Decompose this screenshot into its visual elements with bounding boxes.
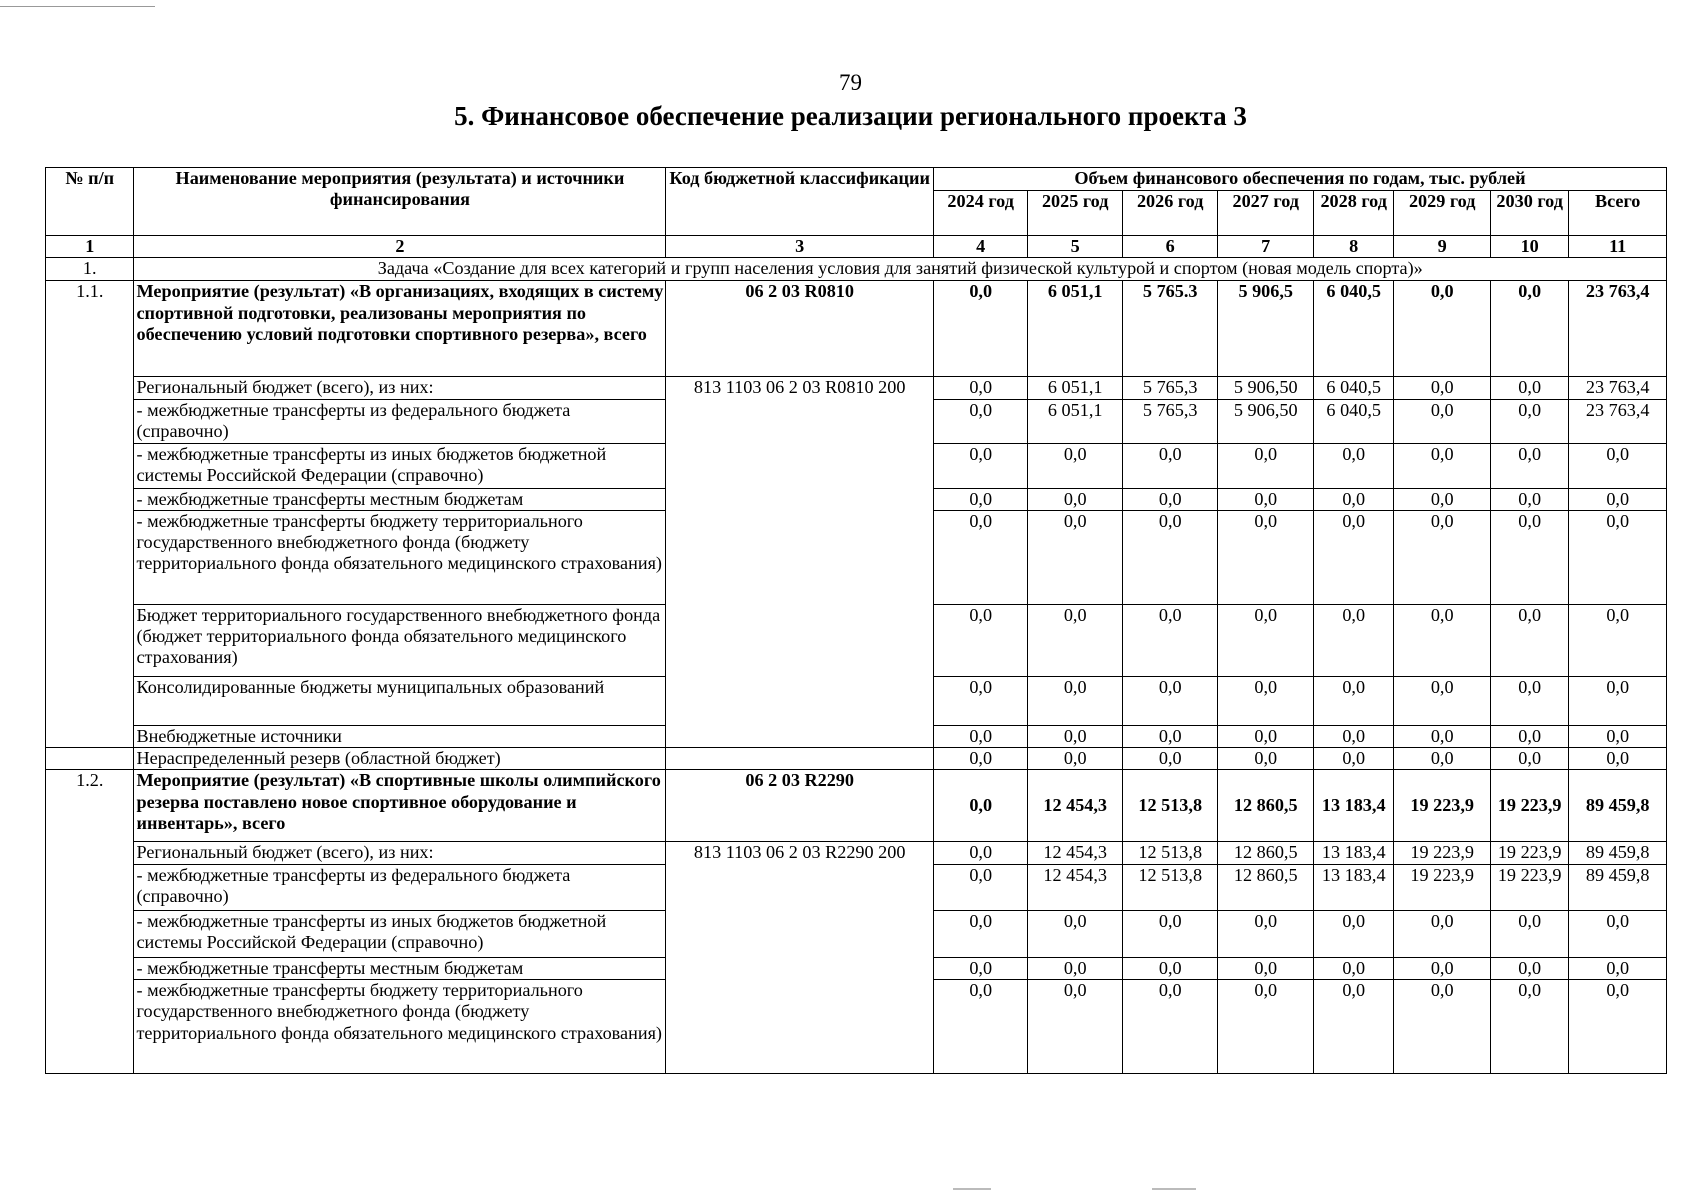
source-value: 0,0 — [1313, 910, 1393, 957]
source-total: 0,0 — [1569, 676, 1667, 725]
source-value: 0,0 — [1122, 510, 1218, 604]
source-value: 12 513,8 — [1122, 864, 1218, 910]
source-value: 0,0 — [1028, 443, 1123, 488]
column-number: 5 — [1028, 236, 1123, 258]
source-value: 0,0 — [1313, 725, 1393, 747]
source-name: - межбюджетные трансферты из федерального бюджета (справочно) — [134, 399, 666, 443]
source-value: 0,0 — [1122, 676, 1218, 725]
source-value: 0,0 — [1122, 443, 1218, 488]
source-value: 0,0 — [1313, 676, 1393, 725]
source-value: 0,0 — [1218, 443, 1314, 488]
source-value: 19 223,9 — [1490, 864, 1568, 910]
header-year: 2024 год — [933, 191, 1028, 236]
event-value: 0,0 — [1490, 281, 1568, 377]
source-row — [46, 377, 1667, 399]
source-total: 0,0 — [1569, 910, 1667, 957]
source-value: 0,0 — [933, 725, 1028, 747]
event-value: 0,0 — [933, 770, 1028, 842]
source-value: 0,0 — [1122, 748, 1218, 770]
source-value: 0,0 — [1028, 676, 1123, 725]
source-value: 5 906,50 — [1218, 377, 1314, 399]
event-value: 6 051,1 — [1028, 281, 1123, 377]
financing-table — [45, 167, 1667, 1074]
task-row — [46, 258, 1667, 281]
source-value: 0,0 — [1218, 748, 1314, 770]
event-value: 0,0 — [1394, 281, 1491, 377]
column-numbers-row — [46, 236, 1667, 258]
page-title: 5. Финансовое обеспечение реализации регионального проекта 3 — [454, 101, 1247, 131]
source-value: 0,0 — [1490, 725, 1568, 747]
source-value: 0,0 — [1394, 957, 1491, 979]
source-value: 0,0 — [1218, 725, 1314, 747]
source-value: 0,0 — [1122, 725, 1218, 747]
source-value: 0,0 — [1028, 604, 1123, 676]
source-value: 0,0 — [1313, 748, 1393, 770]
source-value: 12 454,3 — [1028, 864, 1123, 910]
source-total: 0,0 — [1569, 488, 1667, 510]
source-total: 23 763,4 — [1569, 399, 1667, 443]
source-value: 0,0 — [933, 604, 1028, 676]
source-value: 0,0 — [1218, 910, 1314, 957]
source-value: 0,0 — [1394, 377, 1491, 399]
event-value: 12 860,5 — [1218, 770, 1314, 842]
source-value: 0,0 — [1394, 725, 1491, 747]
source-name: - межбюджетные трансферты бюджету территориального государственного внебюджетного фонда (бюджету территориального фонда обязательного медицинского страхования) — [134, 980, 666, 1074]
source-value: 13 183,4 — [1313, 864, 1393, 910]
event-value: 5 765.3 — [1122, 281, 1218, 377]
source-value: 0,0 — [1490, 910, 1568, 957]
source-value: 0,0 — [1028, 910, 1123, 957]
source-value: 0,0 — [1028, 957, 1123, 979]
event-code: 06 2 03 R0810 — [666, 281, 933, 377]
source-name: Региональный бюджет (всего), из них: — [134, 377, 666, 399]
source-value: 0,0 — [1122, 980, 1218, 1074]
source-value: 0,0 — [1490, 510, 1568, 604]
event-value: 12 454,3 — [1028, 770, 1123, 842]
source-name: - межбюджетные трансферты из иных бюджетов бюджетной системы Российской Федерации (справочно) — [134, 443, 666, 488]
source-value: 0,0 — [1490, 604, 1568, 676]
source-value: 12 860,5 — [1218, 842, 1314, 864]
source-value: 0,0 — [1218, 957, 1314, 979]
event-row — [46, 770, 1667, 842]
event-name: Мероприятие (результат) «В организациях, входящих в систему спортивной подготовки, реализованы мероприятия по обеспечению условий подготовки спортивного резерва», всего — [134, 281, 666, 377]
source-value: 0,0 — [1490, 748, 1568, 770]
source-value: 12 860,5 — [1218, 864, 1314, 910]
source-name: - межбюджетные трансферты из федерального бюджета (справочно) — [134, 864, 666, 910]
header-total: Всего — [1569, 191, 1667, 236]
source-total: 0,0 — [1569, 510, 1667, 604]
source-name: Бюджет территориального государственного внебюджетного фонда (бюджет территориального фонда обязательного медицинского страхования) — [134, 604, 666, 676]
event-code: 06 2 03 R2290 — [666, 770, 933, 842]
source-value: 0,0 — [1490, 957, 1568, 979]
source-total: 23 763,4 — [1569, 377, 1667, 399]
task-text: Задача «Создание для всех категорий и групп населения условия для занятий физической культурой и спортом (новая модель спорта)» — [134, 258, 1667, 281]
source-code: 813 1103 06 2 03 R2290 200 — [666, 842, 933, 1074]
source-value: 0,0 — [1394, 676, 1491, 725]
scan-artifact-mark — [1152, 1188, 1196, 1190]
source-total: 89 459,8 — [1569, 864, 1667, 910]
source-value: 0,0 — [933, 748, 1028, 770]
source-value: 0,0 — [1490, 377, 1568, 399]
event-value: 19 223,9 — [1490, 770, 1568, 842]
event-value: 6 040,5 — [1313, 281, 1393, 377]
column-number: 8 — [1313, 236, 1393, 258]
source-value: 12 513,8 — [1122, 842, 1218, 864]
source-value: 19 223,9 — [1394, 842, 1491, 864]
source-value: 0,0 — [1394, 748, 1491, 770]
source-value: 0,0 — [1490, 399, 1568, 443]
scan-artifact-mark — [953, 1188, 991, 1190]
header-code: Код бюджетной классификации — [666, 168, 933, 236]
event-value: 5 906,5 — [1218, 281, 1314, 377]
header-volume: Объем финансового обеспечения по годам, тыс. рублей — [933, 168, 1666, 191]
header-year: 2025 год — [1028, 191, 1123, 236]
source-value: 13 183,4 — [1313, 842, 1393, 864]
source-value: 0,0 — [933, 957, 1028, 979]
source-value: 12 454,3 — [1028, 842, 1123, 864]
source-value: 0,0 — [933, 399, 1028, 443]
source-total: 0,0 — [1569, 980, 1667, 1074]
scan-artifact-line — [0, 6, 155, 7]
source-value: 19 223,9 — [1394, 864, 1491, 910]
source-value: 0,0 — [1313, 443, 1393, 488]
source-total: 89 459,8 — [1569, 842, 1667, 864]
source-total: 0,0 — [1569, 748, 1667, 770]
event-total: 23 763,4 — [1569, 281, 1667, 377]
source-value: 0,0 — [1490, 488, 1568, 510]
source-value: 0,0 — [1490, 443, 1568, 488]
source-value: 0,0 — [1394, 980, 1491, 1074]
event-number: 1.1. — [46, 281, 134, 748]
source-name: - межбюджетные трансферты местным бюджетам — [134, 957, 666, 979]
column-number: 7 — [1218, 236, 1314, 258]
source-value: 0,0 — [1394, 910, 1491, 957]
source-name: Региональный бюджет (всего), из них: — [134, 842, 666, 864]
source-value: 0,0 — [1394, 443, 1491, 488]
column-number: 9 — [1394, 236, 1491, 258]
source-value: 6 040,5 — [1313, 377, 1393, 399]
column-number: 1 — [46, 236, 134, 258]
source-total: 0,0 — [1569, 443, 1667, 488]
event-value: 12 513,8 — [1122, 770, 1218, 842]
source-value: 0,0 — [1218, 980, 1314, 1074]
source-value: 0,0 — [1218, 488, 1314, 510]
source-name: - межбюджетные трансферты бюджету территориального государственного внебюджетного фонда (бюджету территориального фонда обязательного медицинского страхования) — [134, 510, 666, 604]
column-number: 2 — [134, 236, 666, 258]
source-value: 0,0 — [933, 377, 1028, 399]
source-name: - межбюджетные трансферты из иных бюджетов бюджетной системы Российской Федерации (справочно) — [134, 910, 666, 957]
event-name: Мероприятие (результат) «В спортивные школы олимпийского резерва поставлено новое спортивное оборудование и инвентарь», всего — [134, 770, 666, 842]
source-value: 0,0 — [933, 488, 1028, 510]
source-value: 0,0 — [933, 864, 1028, 910]
source-value: 0,0 — [1218, 510, 1314, 604]
source-value: 19 223,9 — [1490, 842, 1568, 864]
header-year: 2029 год — [1394, 191, 1491, 236]
source-value: 0,0 — [1028, 980, 1123, 1074]
header-year: 2027 год — [1218, 191, 1314, 236]
event-row — [46, 281, 1667, 377]
source-name: Внебюджетные источники — [134, 725, 666, 747]
source-value: 0,0 — [1122, 604, 1218, 676]
source-value: 0,0 — [1028, 725, 1123, 747]
source-value: 0,0 — [933, 676, 1028, 725]
source-value: 0,0 — [1313, 510, 1393, 604]
header-num: № п/п — [46, 168, 134, 236]
source-value: 0,0 — [1122, 910, 1218, 957]
event-value: 13 183,4 — [1313, 770, 1393, 842]
header-year: 2030 год — [1490, 191, 1568, 236]
event-number: 1.2. — [46, 770, 134, 1074]
source-value: 0,0 — [1218, 676, 1314, 725]
column-number: 3 — [666, 236, 933, 258]
source-value: 0,0 — [1394, 399, 1491, 443]
source-code: 813 1103 06 2 03 R0810 200 — [666, 377, 933, 748]
source-name: - межбюджетные трансферты местным бюджетам — [134, 488, 666, 510]
source-value: 6 040,5 — [1313, 399, 1393, 443]
source-total: 0,0 — [1569, 604, 1667, 676]
source-value: 5 765,3 — [1122, 377, 1218, 399]
source-value: 0,0 — [933, 910, 1028, 957]
source-row — [46, 748, 1667, 770]
event-value: 0,0 — [933, 281, 1028, 377]
page-number: 79 — [839, 70, 862, 95]
source-value: 0,0 — [1490, 676, 1568, 725]
source-row — [46, 842, 1667, 864]
source-value: 0,0 — [1028, 488, 1123, 510]
source-value: 0,0 — [1218, 604, 1314, 676]
source-value: 6 051,1 — [1028, 377, 1123, 399]
column-number: 4 — [933, 236, 1028, 258]
source-value: 0,0 — [933, 443, 1028, 488]
source-total: 0,0 — [1569, 957, 1667, 979]
source-value: 0,0 — [933, 842, 1028, 864]
source-value: 0,0 — [1313, 980, 1393, 1074]
source-value: 0,0 — [1313, 488, 1393, 510]
source-value: 5 765,3 — [1122, 399, 1218, 443]
source-code-empty — [666, 748, 933, 770]
source-name: Консолидированные бюджеты муниципальных образований — [134, 676, 666, 725]
header-name: Наименование мероприятия (результата) и источники финансирования — [134, 168, 666, 236]
source-value: 0,0 — [1028, 748, 1123, 770]
source-value: 0,0 — [1028, 510, 1123, 604]
source-value: 0,0 — [933, 980, 1028, 1074]
source-value: 0,0 — [1394, 488, 1491, 510]
column-number: 6 — [1122, 236, 1218, 258]
source-total: 0,0 — [1569, 725, 1667, 747]
source-value: 0,0 — [1122, 488, 1218, 510]
source-value: 0,0 — [1313, 957, 1393, 979]
header-year: 2026 год — [1122, 191, 1218, 236]
source-name: Нераспределенный резерв (областной бюджет) — [134, 748, 666, 770]
event-total: 89 459,8 — [1569, 770, 1667, 842]
source-value: 0,0 — [1394, 604, 1491, 676]
column-number: 10 — [1490, 236, 1568, 258]
event-number-empty — [46, 748, 134, 770]
event-value: 19 223,9 — [1394, 770, 1491, 842]
source-value: 0,0 — [1313, 604, 1393, 676]
source-value: 0,0 — [1490, 980, 1568, 1074]
source-value: 0,0 — [1394, 510, 1491, 604]
source-value: 0,0 — [1122, 957, 1218, 979]
source-value: 5 906,50 — [1218, 399, 1314, 443]
column-number: 11 — [1569, 236, 1667, 258]
source-value: 0,0 — [933, 510, 1028, 604]
source-value: 6 051,1 — [1028, 399, 1123, 443]
task-num: 1. — [46, 258, 134, 281]
header-year: 2028 год — [1313, 191, 1393, 236]
